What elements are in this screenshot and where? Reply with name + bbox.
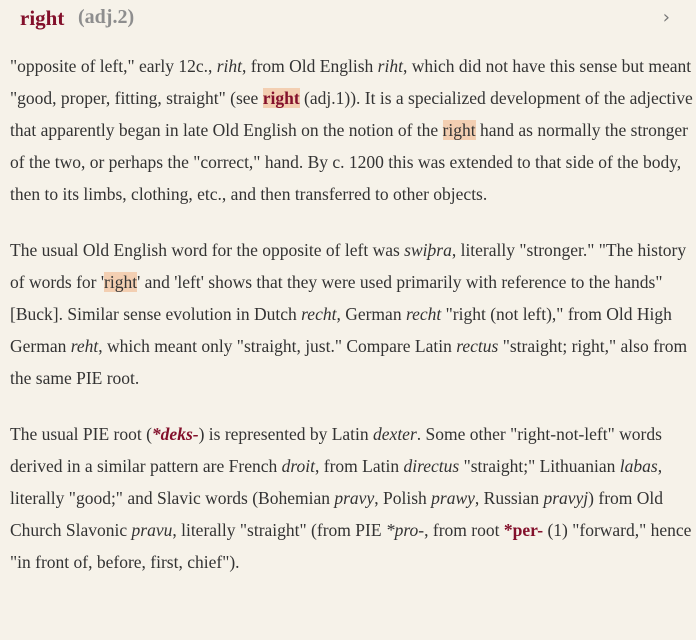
cited-word: pravu [131, 520, 173, 540]
text: , from Old English [242, 56, 378, 76]
text: , from root [424, 520, 504, 540]
paragraph-1 [10, 50, 694, 210]
link-right-adj1[interactable]: right [262, 88, 300, 108]
text: , Russian [474, 488, 544, 508]
cited-word: pravyj [543, 488, 589, 508]
text: , literally "good;" and Slavic words (Bohemian [10, 456, 663, 508]
paragraph-3 [10, 418, 694, 578]
text: , German [336, 304, 406, 324]
text: "straight; right," also from the same PIE root. [10, 336, 688, 388]
text: , literally "straight" (from PIE [172, 520, 386, 540]
entry-word: right [20, 6, 65, 30]
text: "straight;" Lithuanian [459, 456, 620, 476]
cited-word: pravy [334, 488, 375, 508]
cited-word: recht [405, 304, 442, 324]
highlighted-term: right [104, 272, 138, 292]
text: "right (not left)," from Old High German [10, 304, 672, 356]
cited-word: droit [281, 456, 316, 476]
cited-word: riht [216, 56, 243, 76]
paragraph-2 [10, 234, 694, 394]
cited-word: swiþra [404, 240, 452, 260]
cited-word: *pro- [385, 520, 425, 540]
cited-word: dexter [373, 424, 417, 444]
text: , which meant only "straight, just." Compare Latin [98, 336, 457, 356]
text: ' and 'left' shows that they were used primarily with reference to the hands" [Buck]. Similar sense evolution in Dutch [10, 272, 663, 324]
text: , which did not have this sense but meant "good, proper, fitting, straight" (see [10, 56, 692, 108]
part-of-speech: (adj.2) [78, 6, 135, 28]
entry-header[interactable] [10, 0, 686, 42]
cited-word: recht [301, 304, 337, 324]
text: , literally "stronger." "The history of words for ' [10, 240, 687, 292]
text: (1) "forward," hence "in front of, before, first, chief"). [10, 520, 692, 572]
cited-word: rectus [456, 336, 499, 356]
link-deks[interactable]: *deks- [151, 424, 199, 444]
text: . Some other "right-not-left" words derived in a similar pattern are French [10, 424, 662, 476]
text: The usual PIE root ( [10, 424, 152, 444]
text: hand as normally the stronger of the two, or perhaps the "correct," hand. By c. 1200 this was extended to that side of the body, then to its limbs, clothing, etc., and then transferred to other objects. [10, 120, 688, 204]
text: "opposite of left," early 12c., [10, 56, 217, 76]
text: (adj.1)). It is a specialized development of the adjective that apparently began in late Old English on the notion of the [10, 88, 693, 140]
cited-word: reht [70, 336, 99, 356]
cited-word: labas [619, 456, 658, 476]
link-per[interactable]: *per- [503, 520, 544, 540]
cited-word: directus [403, 456, 460, 476]
text: , Polish [374, 488, 432, 508]
text: ) is represented by Latin [198, 424, 374, 444]
text: , from Latin [315, 456, 404, 476]
highlighted-term: right [442, 120, 476, 140]
text: ) from Old Church Slavonic [10, 488, 664, 540]
cited-word: prawy [431, 488, 475, 508]
chevron-right-icon[interactable]: › [662, 7, 670, 28]
text: The usual Old English word for the opposite of left was [10, 240, 405, 260]
cited-word: riht [377, 56, 403, 76]
